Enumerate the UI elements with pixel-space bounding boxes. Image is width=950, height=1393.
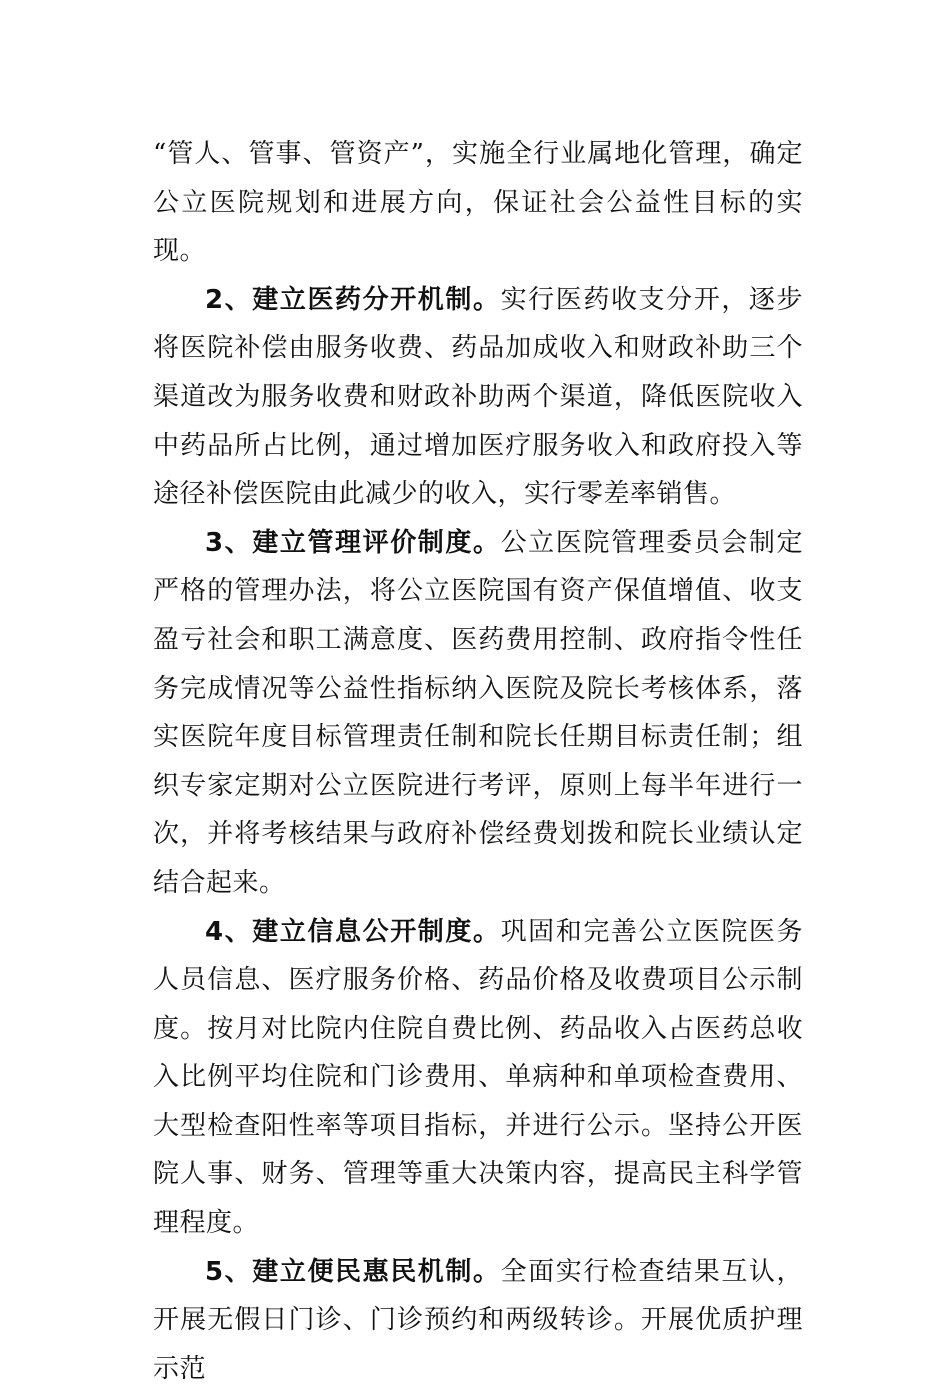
paragraph-text: 全面实行检查结果互认，开展无假日门诊、门诊预约和两级转诊。开展优质护理示范 — [153, 1256, 803, 1384]
paragraph-heading: 3、建立管理评价制度。 — [205, 527, 501, 558]
paragraph-text: 巩固和完善公立医院医务人员信息、医疗服务价格、药品价格及收费项目公示制度。按月对比院内住院自费比例、药品收入占医药总收入比例平均住院和门诊费用、单病种和单项检查费用、大型检查阳性率等项目指标，并进行公示。坚持公开医院人事、财务、管理等重大决策内容，提高民主科学管理程度。 — [153, 916, 803, 1239]
paragraph-text: “管人、管事、管资产”，实施全行业属地化管理，确定公立医院规划和进展方向，保证社会公益性目标的实现。 — [153, 139, 803, 267]
paragraph-continuation — [153, 130, 803, 276]
paragraph-heading: 2、建立医药分开机制。 — [205, 284, 501, 315]
paragraph-heading: 4、建立信息公开制度。 — [205, 916, 501, 947]
paragraph-heading: 5、建立便民惠民机制。 — [205, 1256, 501, 1287]
paragraph-information-disclosure — [153, 908, 803, 1248]
document-body — [153, 130, 803, 1393]
paragraph-convenience-mechanism — [153, 1248, 803, 1393]
paragraph-text: 实行医药收支分开，逐步将医院补偿由服务收费、药品加成收入和财政补助三个渠道改为服务收费和财政补助两个渠道，降低医院收入中药品所占比例，通过增加医疗服务收入和政府投入等途径补偿医院由此减少的收入，实行零差率销售。 — [153, 284, 803, 510]
paragraph-management-evaluation — [153, 519, 803, 908]
paragraph-medicine-separation — [153, 276, 803, 519]
paragraph-text: 公立医院管理委员会制定严格的管理办法，将公立医院国有资产保值增值、收支盈亏社会和职工满意度、医药费用控制、政府指令性任务完成情况等公益性指标纳入医院及院长考核体系，落实医院年度目标管理责任制和院长任期目标责任制；组织专家定期对公立医院进行考评，原则上每半年进行一次，并将考核结果与政府补偿经费划拨和院长业绩认定结合起来。 — [153, 527, 803, 898]
